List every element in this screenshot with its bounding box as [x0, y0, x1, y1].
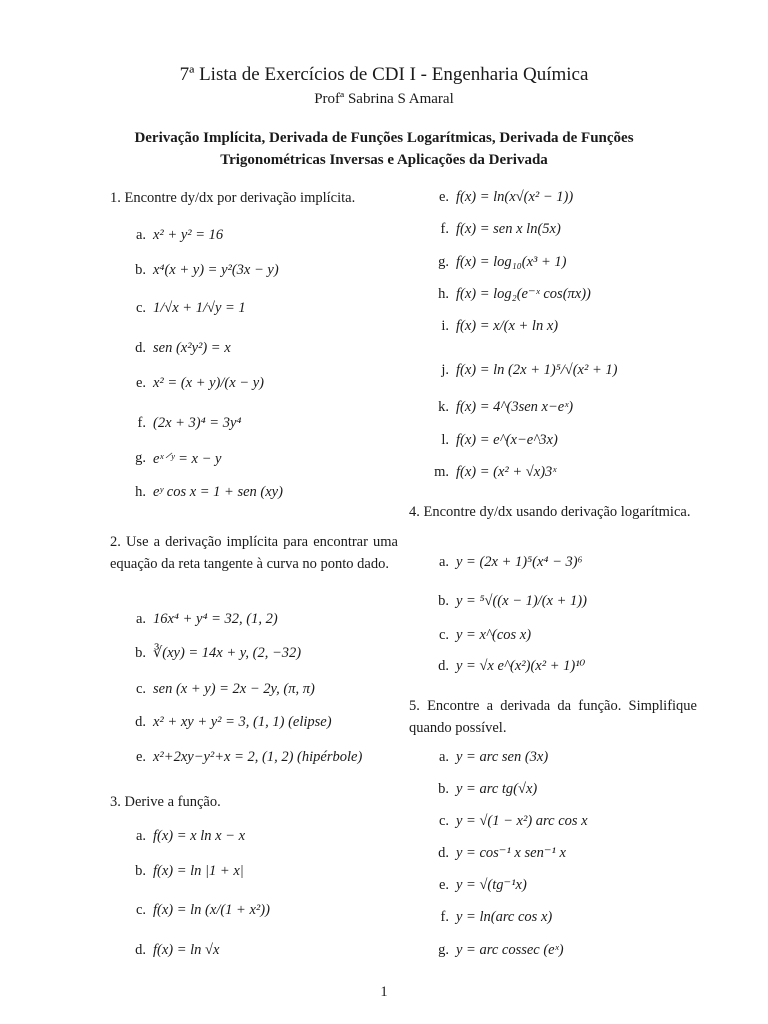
item-label: a.: [438, 748, 449, 765]
subtitle-line-1: Derivação Implícita, Derivada de Funções Logarítmicas, Derivada de Funções: [134, 130, 634, 146]
item-label: h.: [438, 285, 449, 302]
item-expression: f(x) = x ln x − x: [153, 827, 246, 844]
item-label: j.: [441, 361, 449, 378]
item-expression: x²+2xy−y²+x = 2, (1, 2) (hipérbole): [153, 748, 363, 765]
exercise-5d: [409, 843, 699, 863]
item-expression: f(x) = ln (2x + 1)⁵/√(x² + 1): [456, 361, 618, 378]
exercise-3i: [409, 316, 699, 336]
exercise-2c: [110, 679, 400, 699]
item-expression: 16x⁴ + y⁴ = 32, (1, 2): [153, 610, 278, 627]
item-label: b.: [135, 862, 146, 879]
exercise-2b: [110, 643, 400, 663]
item-label: e.: [438, 876, 449, 893]
item-label: c.: [438, 812, 449, 829]
item-label: e.: [135, 748, 146, 765]
item-expression: y = arc cossec (eˣ): [456, 941, 564, 958]
exercise-3l: [409, 430, 699, 450]
item-label: f.: [440, 220, 449, 237]
exercise-5f: [409, 907, 699, 927]
item-label: c.: [135, 680, 146, 697]
item-label: d.: [438, 844, 449, 861]
item-expression: y = x^(cos x): [456, 626, 532, 643]
item-label: g.: [438, 253, 449, 270]
item-expression: eˣ⸍ʸ = x − y: [153, 451, 222, 467]
exercise-1b: [110, 260, 400, 280]
item-expression: y = √(tg⁻¹x): [456, 876, 527, 893]
item-expression: f(x) = e^(x−e^3x): [456, 431, 558, 448]
exercise-5b: [409, 779, 699, 799]
item-label: d.: [135, 339, 146, 356]
section3-heading: 3. Derive a função.: [110, 794, 221, 810]
item-label: e.: [135, 374, 146, 391]
exercise-3a: [110, 826, 400, 846]
exercise-1g: [110, 448, 400, 468]
exercise-1e: [110, 373, 400, 393]
item-label: f.: [137, 414, 146, 431]
exercise-5c: [409, 811, 699, 831]
item-expression: f(x) = (x² + √x)3ˣ: [456, 463, 557, 480]
item-expression: (2x + 3)⁴ = 3y⁴: [153, 414, 242, 431]
item-expression: f(x) = ln(x√(x² − 1)): [456, 188, 574, 205]
exercise-2a: [110, 609, 400, 629]
item-label: b.: [438, 780, 449, 797]
document-title: 7ª Lista de Exercícios de CDI I - Engenharia Química: [179, 64, 589, 85]
section4-heading: 4. Encontre dy/dx usando derivação logarítmica.: [409, 504, 691, 520]
item-expression: y = √x e^(x²)(x² + 1)¹⁰: [456, 657, 586, 674]
exercise-3f: [409, 219, 699, 239]
item-label: a.: [438, 553, 449, 570]
item-label: b.: [135, 644, 146, 661]
exercise-4a: [409, 552, 699, 572]
item-label: d.: [135, 713, 146, 730]
exercise-1d: [110, 338, 400, 358]
item-expression: f(x) = log₁₀(x³ + 1): [456, 253, 567, 270]
item-label: b.: [438, 592, 449, 609]
item-label: i.: [441, 317, 449, 334]
item-label: a.: [135, 827, 146, 844]
item-expression: y = arc sen (3x): [456, 748, 549, 765]
item-label: d.: [135, 941, 146, 958]
exercise-3h: [409, 284, 699, 304]
item-expression: y = ⁵√((x − 1)/(x + 1)): [456, 592, 587, 609]
exercise-1h: [110, 482, 400, 502]
item-expression: f(x) = log₂(e⁻ˣ cos(πx)): [456, 285, 591, 302]
page-number: 1: [380, 984, 388, 1000]
exercise-3g: [409, 252, 699, 272]
item-expression: y = cos⁻¹ x sen⁻¹ x: [456, 844, 566, 861]
item-label: l.: [441, 431, 449, 448]
item-expression: sen (x + y) = 2x − 2y, (π, π): [153, 680, 315, 697]
item-expression: 1/√x + 1/√y = 1: [153, 299, 246, 316]
item-label: c.: [135, 299, 146, 316]
item-expression: sen (x²y²) = x: [153, 339, 231, 356]
exercise-5e: [409, 875, 699, 895]
exercise-3m: [409, 462, 699, 482]
item-label: a.: [135, 226, 146, 243]
item-label: e.: [438, 188, 449, 205]
item-label: k.: [438, 398, 449, 415]
item-expression: f(x) = 4^(3sen x−eˣ): [456, 398, 574, 415]
exercise-1c: [110, 298, 400, 318]
exercise-4d: [409, 656, 699, 676]
exercise-3k: [409, 397, 699, 417]
exercise-3j: [409, 360, 699, 380]
exercise-5g: [409, 940, 699, 960]
exercise-1f: [110, 413, 400, 433]
subtitle-line-2: Trigonométricas Inversas e Aplicações da Derivada: [220, 152, 548, 168]
item-expression: y = √(1 − x²) arc cos x: [456, 812, 588, 829]
exercise-2e: [110, 747, 400, 767]
exercise-3d: [110, 940, 400, 960]
exercise-4b: [409, 591, 699, 611]
item-expression: f(x) = x/(x + ln x): [456, 317, 559, 334]
exercise-5a: [409, 747, 699, 767]
item-expression: f(x) = ln (x/(1 + x²)): [153, 901, 270, 918]
item-expression: x⁴(x + y) = y²(3x − y): [153, 261, 279, 278]
item-expression: eʸ cos x = 1 + sen (xy): [153, 483, 283, 500]
section5-heading: 5. Encontre a derivada da função. Simplifique quando possível.: [409, 698, 697, 736]
section1-heading: 1. Encontre dy/dx por derivação implícita.: [110, 190, 356, 206]
item-label: c.: [438, 626, 449, 643]
item-label: d.: [438, 657, 449, 674]
exercise-3e: [409, 187, 699, 207]
item-label: m.: [434, 463, 449, 480]
item-expression: x² + y² = 16: [153, 226, 224, 243]
item-expression: y = arc tg(√x): [456, 780, 538, 797]
item-expression: ∛(xy) = 14x + y, (2, −32): [153, 644, 302, 661]
exercise-2d: [110, 712, 400, 732]
item-label: a.: [135, 610, 146, 627]
exercise-1a: [110, 225, 400, 245]
item-label: g.: [135, 449, 146, 466]
item-label: b.: [135, 261, 146, 278]
item-expression: f(x) = ln √x: [153, 941, 220, 958]
document-subtitle: [0, 127, 768, 171]
exercise-3c: [110, 900, 400, 920]
exercise-3b: [110, 861, 400, 881]
item-expression: f(x) = sen x ln(5x): [456, 220, 561, 237]
item-expression: x² = (x + y)/(x − y): [153, 374, 264, 391]
item-label: h.: [135, 483, 146, 500]
document-author: Profª Sabrina S Amaral: [314, 91, 454, 107]
item-expression: y = ln(arc cos x): [456, 908, 553, 925]
item-label: f.: [440, 908, 449, 925]
item-expression: f(x) = ln |1 + x|: [153, 862, 244, 879]
item-label: c.: [135, 901, 146, 918]
item-expression: y = (2x + 1)⁵(x⁴ − 3)⁶: [456, 553, 583, 570]
item-label: g.: [438, 941, 449, 958]
exercise-4c: [409, 625, 699, 645]
item-expression: x² + xy + y² = 3, (1, 1) (elipse): [153, 713, 332, 730]
section2-heading: 2. Use a derivação implícita para encontrar uma equação da reta tangente à curva no ponto dado.: [110, 534, 398, 572]
